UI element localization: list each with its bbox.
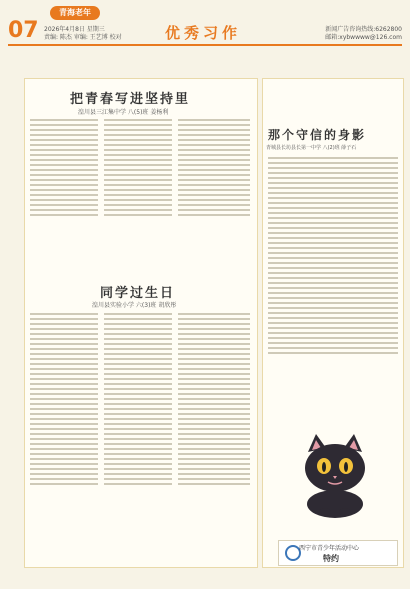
article-body-column <box>178 310 250 560</box>
article-body-column <box>178 116 250 256</box>
sponsor-tag: 特约 <box>323 554 339 563</box>
article-body-column <box>104 116 172 256</box>
article-byline: 湟川县实验小学 六(3)班 胡欣彤 <box>92 302 177 309</box>
section-title: 优秀习作 <box>165 24 242 42</box>
article-title: 同学过生日 <box>100 286 176 301</box>
sponsor-box <box>278 540 398 566</box>
contact-email: 邮箱:xybwwww@126.com <box>325 34 402 41</box>
editor-credits: 责编: 陈杰 审编: 王艺博 校对 <box>44 34 122 41</box>
article-body-column <box>104 310 172 560</box>
article-body-column <box>30 116 98 256</box>
cat-illustration <box>290 430 380 520</box>
brand-logo: 青海老年 <box>50 6 100 20</box>
article-byline: 湟川县三江集中学 八(5)班 姜杨利 <box>78 109 169 116</box>
page-number: 07 <box>8 18 39 43</box>
article-title: 那个守信的身影 <box>268 128 367 142</box>
header-rule <box>8 44 402 46</box>
article-body-column <box>30 310 98 560</box>
contact-hotline: 新闻广告咨询热线:6262800 <box>325 26 402 33</box>
article-title: 把青春写进坚持里 <box>70 92 191 107</box>
issue-date: 2026年4月8日 星期三 <box>44 26 105 33</box>
masthead <box>0 0 410 48</box>
sponsor-name: 西宁市青少年活动中心 <box>299 545 360 552</box>
article-byline: 青城县长坊县长第一中学 八(2)班 薛子石 <box>266 145 357 151</box>
article-body-column <box>268 154 398 424</box>
